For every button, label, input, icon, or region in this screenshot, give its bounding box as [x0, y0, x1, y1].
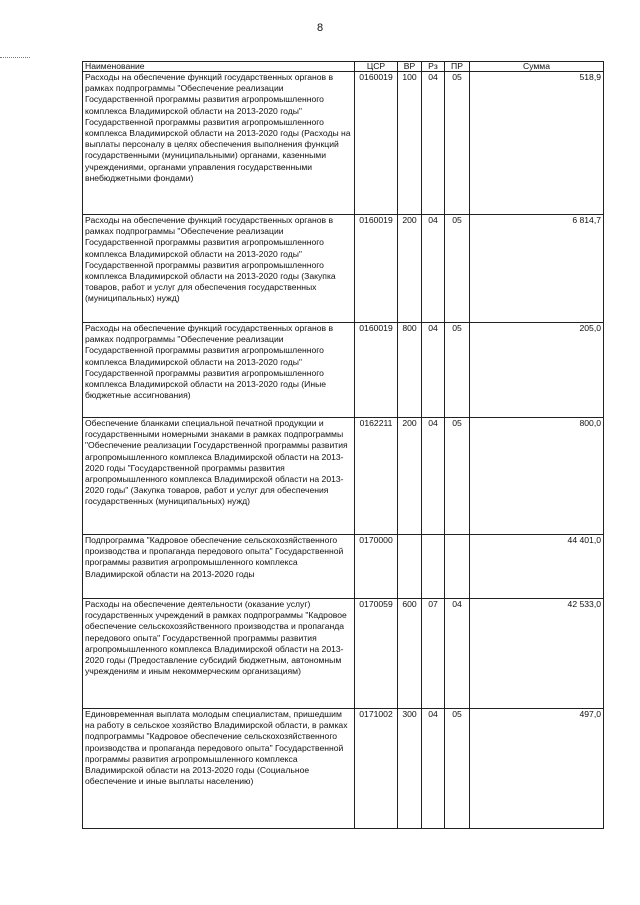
row-name: Обеспечение бланками специальной печатной продукции и государственными номерными знаками в рамках подпрограммы "Обеспечение реализации Государственной программы развития агропромышленного комплекса Владимирской области на 2013-2020 годы "Государственной программы развития агропромышленного комплекса Владимирской области на 2013-2020 годы" (Закупка товаров, работ и услуг для обеспечения государственных (муниципальных) нужд)	[83, 418, 355, 535]
row-rz	[422, 535, 445, 599]
table-row	[83, 215, 604, 323]
row-pr: 05	[445, 215, 470, 323]
table-row	[83, 323, 604, 418]
row-pr: 05	[445, 418, 470, 535]
row-vr: 800	[398, 323, 422, 418]
row-sum: 800,0	[470, 418, 604, 535]
row-sum: 518,9	[470, 72, 604, 215]
table-row	[83, 72, 604, 215]
row-vr: 100	[398, 72, 422, 215]
row-rz: 04	[422, 72, 445, 215]
row-vr: 200	[398, 418, 422, 535]
row-pr: 05	[445, 323, 470, 418]
row-sum: 497,0	[470, 709, 604, 829]
row-vr: 200	[398, 215, 422, 323]
row-pr: 05	[445, 709, 470, 829]
row-rz: 04	[422, 323, 445, 418]
row-pr	[445, 535, 470, 599]
row-rz: 04	[422, 709, 445, 829]
row-sum: 42 533,0	[470, 599, 604, 709]
header-vr: ВР	[398, 62, 422, 72]
row-pr: 05	[445, 72, 470, 215]
budget-table	[82, 61, 604, 829]
row-vr: 600	[398, 599, 422, 709]
row-csr: 0160019	[355, 323, 398, 418]
table-row	[83, 599, 604, 709]
row-csr: 0170059	[355, 599, 398, 709]
row-csr: 0160019	[355, 215, 398, 323]
page-number: 8	[316, 22, 324, 34]
row-sum: 205,0	[470, 323, 604, 418]
table-row	[83, 418, 604, 535]
row-name: Единовременная выплата молодым специалистам, пришедшим на работу в сельское хозяйство Владимирской области, в рамках подпрограммы "Кадровое обеспечение сельскохозяйственного производства и пропаганда передового опыта" Государственной программы развития агропромышленного комплекса Владимирской области на 2013-2020 годы (Социальное обеспечение и иные выплаты населению)	[83, 709, 355, 829]
row-name: Расходы на обеспечение функций государственных органов в рамках подпрограммы "Обеспечение реализации Государственной программы развития агропромышленного комплекса Владимирской области на 2013-2020 годы" Государственной программы развития агропромышленного комплекса Владимирской области на 2013-2020 годы (Расходы на выплаты персоналу в целях обеспечения выполнения функций государственными (муниципальными) органами, казенными учреждениями, органами управления государственными внебюджетными фондами)	[83, 72, 355, 215]
header-sum: Сумма	[470, 62, 604, 72]
header-csr: ЦСР	[355, 62, 398, 72]
table-row	[83, 709, 604, 829]
row-rz: 04	[422, 418, 445, 535]
header-rz: Рз	[422, 62, 445, 72]
header-pr: ПР	[445, 62, 470, 72]
row-vr	[398, 535, 422, 599]
row-vr: 300	[398, 709, 422, 829]
row-csr: 0171002	[355, 709, 398, 829]
table-row	[83, 535, 604, 599]
row-csr: 0162211	[355, 418, 398, 535]
row-name: Подпрограмма "Кадровое обеспечение сельскохозяйственного производства и пропаганда передового опыта" Государственной программы развития агропромышленного комплекса Владимирской области на 2013-2020 годы	[83, 535, 355, 599]
row-rz: 04	[422, 215, 445, 323]
row-sum: 44 401,0	[470, 535, 604, 599]
row-csr: 0160019	[355, 72, 398, 215]
row-name: Расходы на обеспечение функций государственных органов в рамках подпрограммы "Обеспечение реализации Государственной программы развития агропромышленного комплекса Владимирской области на 2013-2020 годы" Государственной программы развития агропромышленного комплекса Владимирской области на 2013-2020 годы (Иные бюджетные ассигнования)	[83, 323, 355, 418]
row-rz: 07	[422, 599, 445, 709]
header-name: Наименование	[83, 62, 355, 72]
row-csr: 0170000	[355, 535, 398, 599]
row-pr: 04	[445, 599, 470, 709]
table-header-row	[83, 62, 604, 72]
row-name: Расходы на обеспечение деятельности (оказание услуг) государственных учреждений в рамках подпрограммы "Кадровое обеспечение сельскохозяйственного производства и пропаганда передового опыта" Государственной программы развития агропромышленного комплекса Владимирской области на 2013-2020 годы (Предоставление субсидий бюджетным, автономным учреждениям и иным некоммерческим организациям)	[83, 599, 355, 709]
row-sum: 6 814,7	[470, 215, 604, 323]
margin-mark	[0, 57, 30, 58]
row-name: Расходы на обеспечение функций государственных органов в рамках подпрограммы "Обеспечение реализации Государственной программы развития агропромышленного комплекса Владимирской области на 2013-2020 годы" Государственной программы развития агропромышленного комплекса Владимирской области на 2013-2020 годы (Закупка товаров, работ и услуг для обеспечения государственных (муниципальных) нужд)	[83, 215, 355, 323]
